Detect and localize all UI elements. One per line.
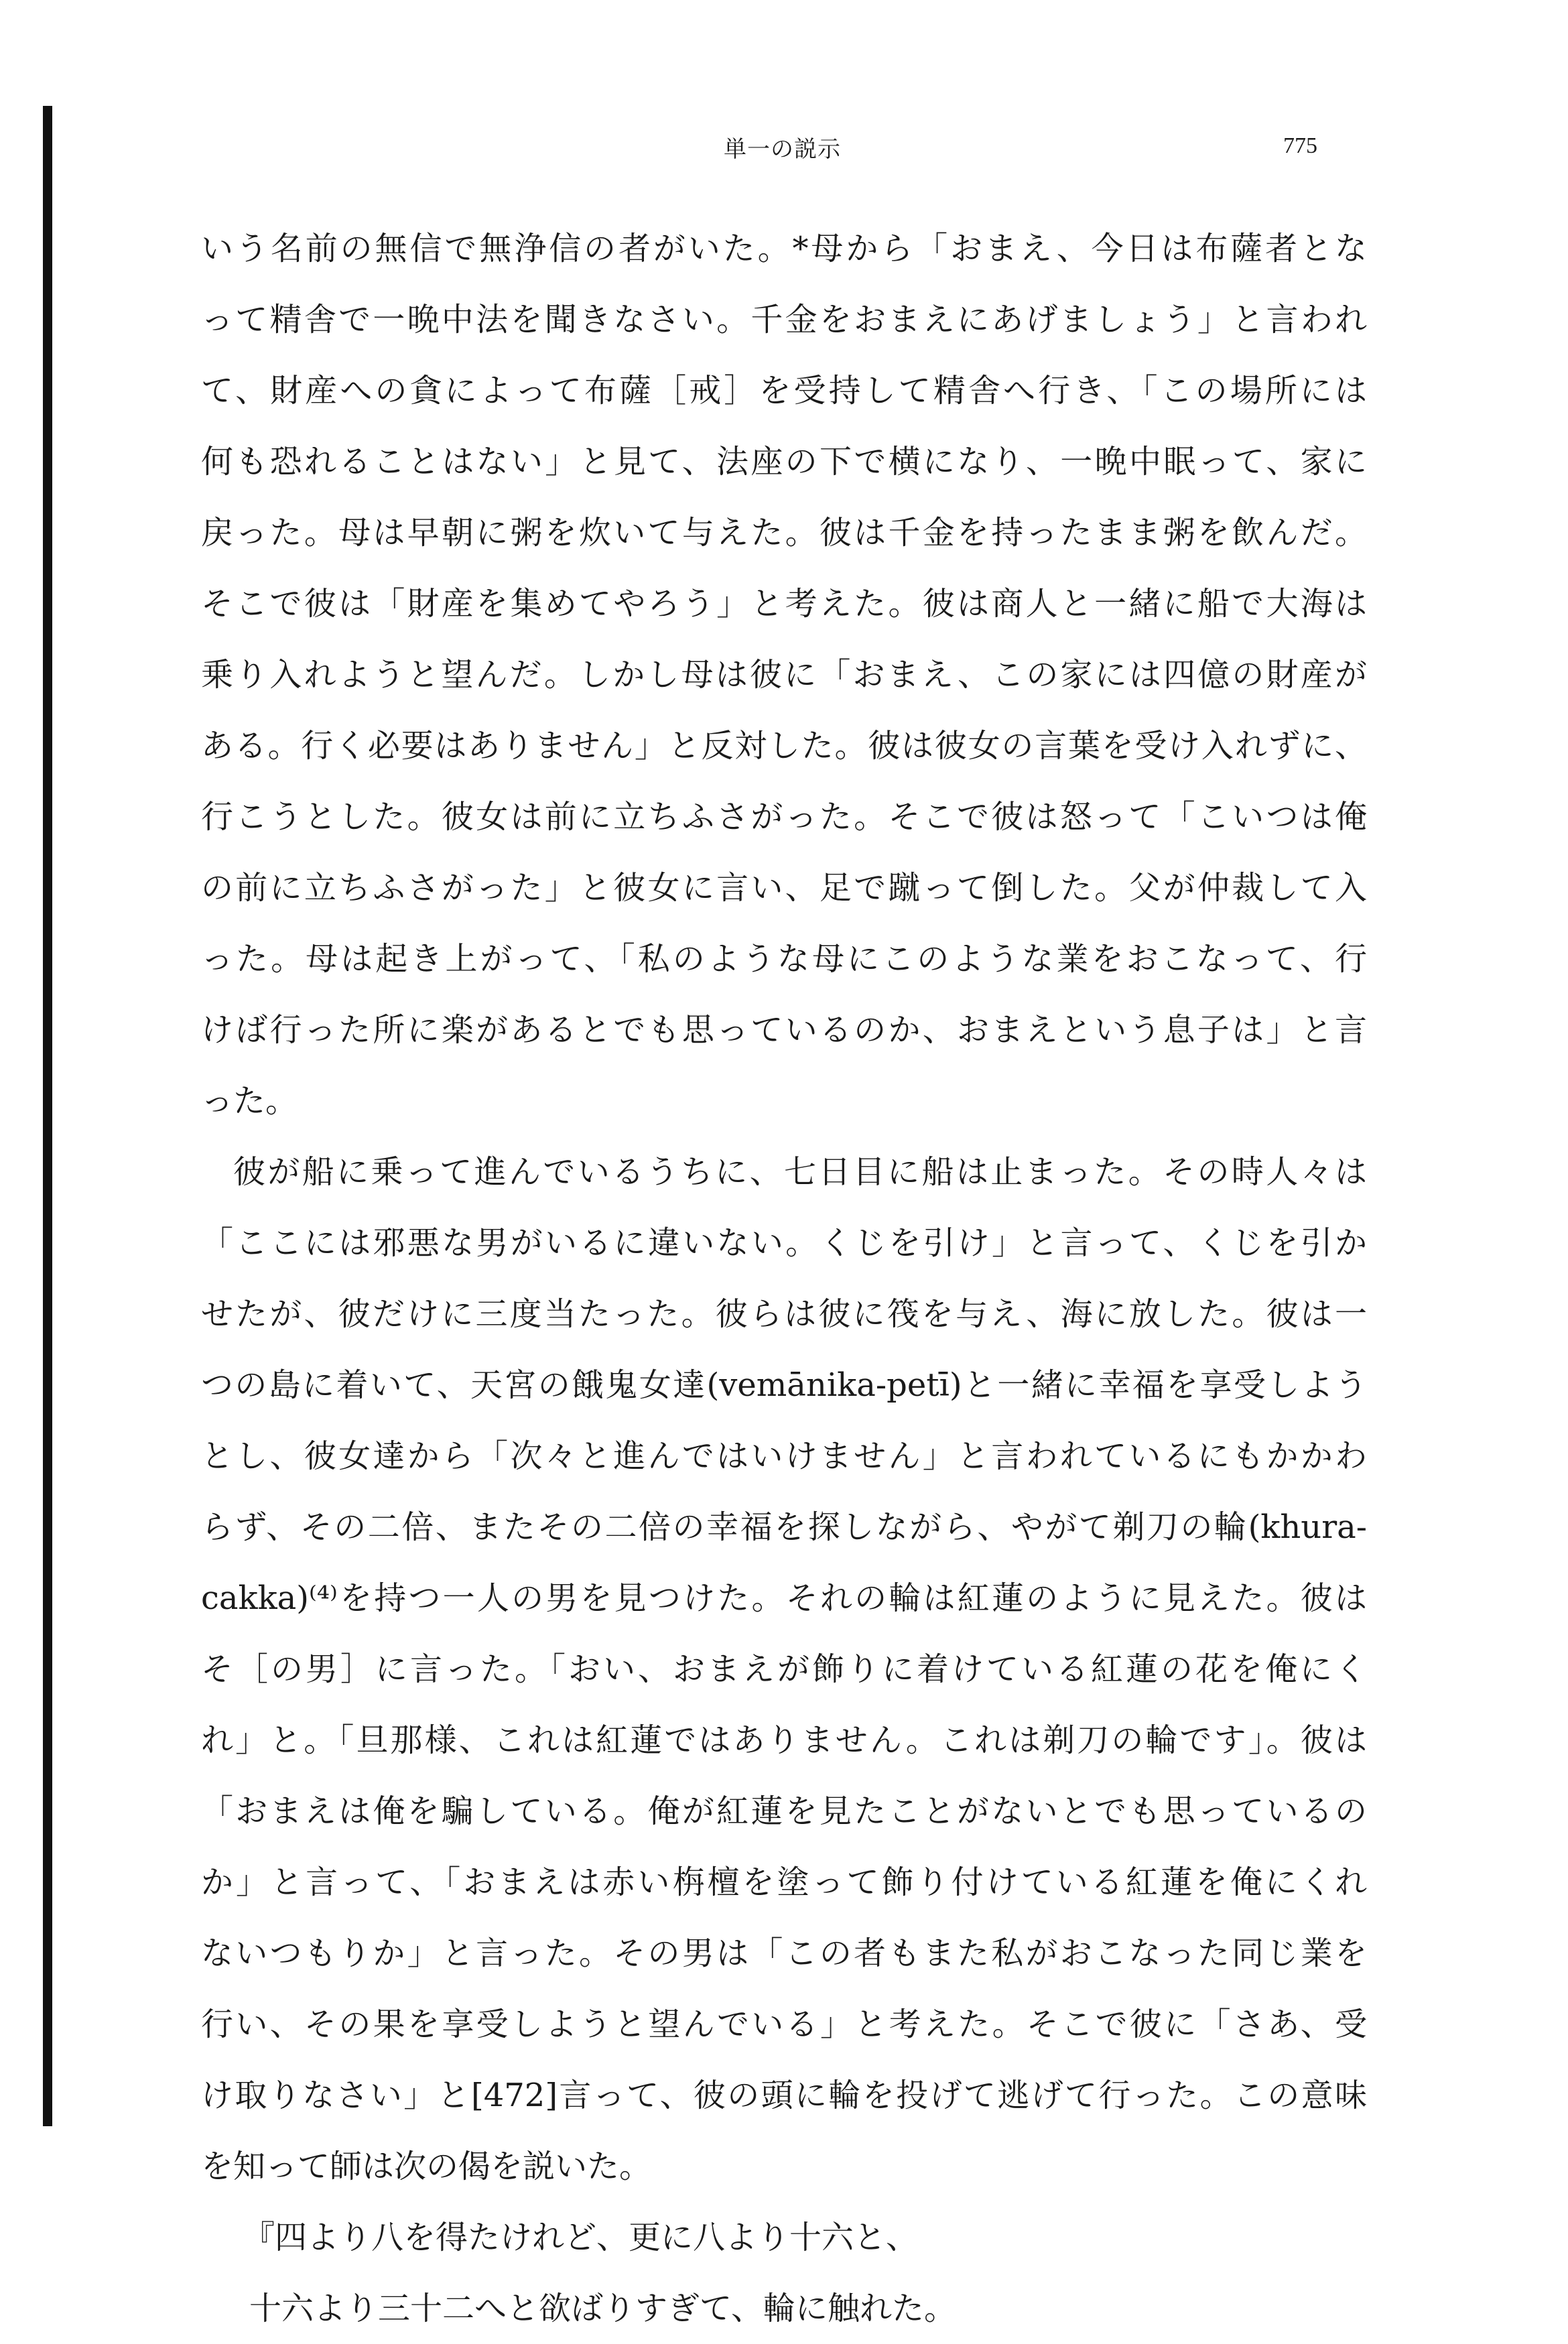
text-line: そこで彼は「財産を集めてやろう」と考えた。彼は商人と一緒に船で大海は [201,585,1367,623]
page-number: 775 [1283,133,1317,158]
text-line: いう名前の無信で無浄信の者がいた。*母から「おまえ、今日は布薩者とな [201,230,1367,267]
text-line: 行こうとした。彼女は前に立ちふさがった。そこで彼は怒って「こいつは俺 [201,798,1367,836]
text-line: って精舎で一晩中法を聞きなさい。千金をおまえにあげましょう」と言われ [201,301,1367,338]
text-line: せたが、彼だけに三度当たった。彼らは彼に筏を与え、海に放した。彼は一 [201,1295,1367,1333]
text-line: けば行った所に楽があるとでも思っているのか、おまえという息子は」と言 [201,1011,1367,1049]
text-line: つの島に着いて、天宮の餓鬼女達(vemānika-petī)と一緒に幸福を享受しよう [201,1366,1367,1404]
binding-edge [43,106,52,2126]
text-line: 彼が船に乗って進んでいるうちに、七日目に船は止まった。その時人々は [233,1153,1367,1191]
text-line: の前に立ちふさがった」と彼女に言い、足で蹴って倒した。父が仲裁して入 [201,869,1367,907]
text-line: 行い、その果を享受しようと望んでいる」と考えた。そこで彼に「さあ、受 [201,2006,1367,2043]
text-line: 「おまえは俺を騙している。俺が紅蓮を見たことがないとでも思っているの [201,1793,1367,1830]
text-line: け取りなさい」と[472]言って、彼の頭に輪を投げて逃げて行った。この意味 [201,2077,1367,2114]
text-line: った。母は起き上がって、「私のような母にこのような業をおこなって、行 [201,940,1367,978]
text-line: 何も恐れることはない」と見て、法座の下で横になり、一晩中眠って、家に [201,443,1367,480]
verse-block [201,2202,1367,2344]
text-line: とし、彼女達から「次々と進んではいけません」と言われているにもかかわ [201,1437,1367,1475]
running-title: 単一の説示 [724,136,841,163]
body-text [201,213,1367,2344]
text-line: った。 [201,1082,298,1120]
text-line: れ」と。「旦那様、これは紅蓮ではありません。これは剃刀の輪です」。彼は [201,1721,1367,1759]
text-line: か」と言って、「おまえは赤い栴檀を塗って飾り付けている紅蓮を俺にくれ [201,1864,1367,1901]
text-line: を知って師は次の偈を説いた。 [201,2148,652,2185]
paragraph-1 [201,213,1367,1136]
text-line: ある。行く必要はありません」と反対した。彼は彼女の言葉を受け入れずに、 [201,727,1367,765]
text-line: 「ここには邪悪な男がいるに違いない。くじを引け」と言って、くじを引か [201,1224,1367,1262]
page-header [0,131,1568,171]
paragraph-2 [201,1136,1367,2202]
text-line: て、財産への貪によって布薩［戒］を受持して精舎へ行き、「この場所には [201,372,1367,409]
text-line: らず、その二倍、またその二倍の幸福を探しながら、やがて剃刀の輪(khura- [201,1508,1367,1546]
text-line: 戻った。母は早朝に粥を炊いて与えた。彼は千金を持ったまま粥を飲んだ。 [201,514,1367,551]
verse-line: 『四より八を得たけれど、更に八より十六と、 [243,2219,919,2256]
text-line: ないつもりか」と言った。その男は「この者もまた私がおこなった同じ業を [201,1935,1367,1972]
text-line: cakka)⁽⁴⁾を持つ一人の男を見つけた。それの輪は紅蓮のように見えた。彼は [201,1579,1367,1617]
text-line: そ［の男］に言った。「おい、おまえが飾りに着けている紅蓮の花を俺にく [201,1650,1367,1688]
text-line: 乗り入れようと望んだ。しかし母は彼に「おまえ、この家には四億の財産が [201,656,1367,694]
verse-line: 十六より三十二へと欲ばりすぎて、輪に触れた。 [249,2290,957,2327]
